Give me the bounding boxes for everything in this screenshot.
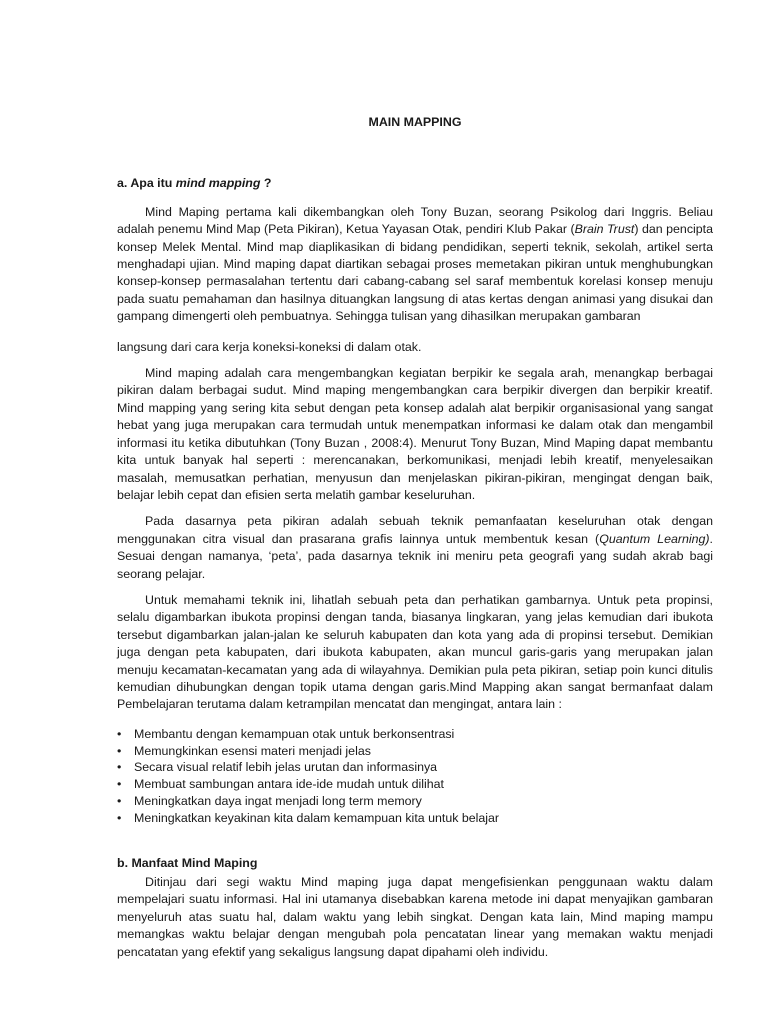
bullet-item: • Membuat sambungan antara ide-ide mudah untuk dilihat bbox=[134, 776, 713, 793]
section-a-heading-italic: mind mapping bbox=[175, 176, 261, 191]
paragraph-1-text-end: ) dan pencipta konsep Melek Mental. Mind map diaplikasikan di bidang pendidikan, seperti teknik, sekolah, artikel serta menghadapi ujian. Mind maping dapat diartikan sebagai proses memetakan pikiran untuk menghubungkan konsep-konsep permasalahan tertentu dari cabang-cabang sel saraf membentuk korelasi konsep menuju pada suatu pemahaman dan hasilnya dituangkan langsung di atas kertas dengan animasi yang disukai dan gampang dimengerti oleh pembuatnya. Sehingga tulisan yang dihasilkan merupakan gambaran bbox=[117, 222, 713, 324]
section-a-paragraph-1-continued: langsung dari cara kerja koneksi-koneksi di dalam otak. bbox=[117, 339, 422, 354]
section-a-paragraph-2: Mind maping adalah cara mengembangkan kegiatan berpikir ke segala arah, menangkap berbagai pikiran dalam berbagai sudut. Mind maping mengembangkan cara berpikir divergen dan berpikir kreatif. Mind mapping yang sering kita sebut dengan peta konsep adalah alat berpikir organisasional yang sangat hebat yang juga merupakan cara termudah untuk menempatkan informasi ke dalam otak dan mengambil informasi itu ketika dibutuhkan (Tony Buzan , 2008:4). Menurut Tony Buzan, Mind Maping dapat membantu kita untuk banyak hal seperti : merencanakan, berkomunikasi, menjadi lebih kreatif, menyelesaikan masalah, memusatkan perhatian, menyusun dan menjelaskan pikiran-pikiran, mengingat dengan baik, belajar lebih cepat dan efisien serta melatih gambar keseluruhan. bbox=[117, 366, 713, 502]
quantum-learning-italic: Quantum Learning) bbox=[599, 531, 710, 546]
bullet-item: • Memungkinkan esensi materi menjadi jelas bbox=[134, 743, 713, 760]
bullet-item: • Meningkatkan daya ingat menjadi long term memory bbox=[134, 793, 713, 810]
document-title: MAIN MAPPING bbox=[368, 115, 462, 129]
paragraph-1-text-start: Mind Maping pertama kali dikembangkan oleh Tony Buzan, seorang Psikolog dari Inggris. Beliau adalah penemu Mind Map (Peta Pikiran), Ketua Yayasan Otak, pendiri Klub Pakar ( bbox=[117, 204, 713, 237]
section-a-heading-prefix: a. Apa itu bbox=[117, 176, 176, 191]
benefits-bullet-list bbox=[117, 726, 713, 827]
section-b-paragraph-1: Ditinjau dari segi waktu Mind maping juga dapat mengefisienkan penggunaan waktu dalam mempelajari suatu informasi. Hal ini utamanya disebabkan karena metode ini dapat menyajikan gambaran menyeluruh atas suatu hal, dalam waktu yang lebih singkat. Dengan kata lain, Mind maping mampu memangkas waktu belajar dengan mengubah pola pencatatan linear yang memakan waktu menjadi pencatatan yang efektif yang sekaligus langsung dapat dipahami oleh individu. bbox=[117, 874, 713, 959]
section-a-paragraph-1 bbox=[117, 204, 713, 326]
section-b-heading: b. Manfaat Mind Maping bbox=[117, 855, 258, 870]
document-body bbox=[117, 114, 713, 970]
section-a-paragraph-4: Untuk memahami teknik ini, lihatlah sebuah peta dan perhatikan gambarnya. Untuk peta propinsi, selalu digambarkan ibukota propinsi dengan tanda, biasanya lingkaran, yang jelas kemudian dari ibukota tersebut digambarkan jalan-jalan ke seluruh kabupaten dan kota yang ada di propinsi tersebut. Demikian juga dengan peta kabupaten, dari ibukota kabupaten, akan muncul garis-garis yang merupakan jalan menuju kecamatan-kecamatan yang ada di wilayahnya. Demikian pula peta pikiran, setiap poin kunci ditulis kemudian dihubungkan dengan topik utama dengan garis.Mind Mapping akan sangat bermanfaat dalam Pembelajaran terutama dalam ketrampilan mencatat dan mengingat, antara lain : bbox=[117, 592, 713, 712]
bullet-item: • Secara visual relatif lebih jelas urutan dan informasinya bbox=[134, 759, 713, 776]
section-a-heading bbox=[117, 175, 713, 192]
section-a-paragraph-3 bbox=[117, 513, 713, 583]
bullet-item: • Membantu dengan kemampuan otak untuk berkonsentrasi bbox=[134, 726, 713, 743]
brain-trust-italic: Brain Trust bbox=[574, 222, 635, 237]
paragraph-3-text-end: . Sesuai dengan namanya, ‘peta’, pada dasarnya teknik ini meniru peta geografi yang sudah akrab bagi seorang pelajar. bbox=[117, 531, 713, 581]
paragraph-3-text-start: Pada dasarnya peta pikiran adalah sebuah teknik pemanfaatan keseluruhan otak dengan menggunakan citra visual dan prasarana grafis lainnya untuk membentuk kesan ( bbox=[117, 514, 713, 546]
bullet-item: • Meningkatkan keyakinan kita dalam kemampuan kita untuk belajar bbox=[134, 810, 713, 827]
section-a-heading-suffix: ? bbox=[260, 176, 272, 191]
